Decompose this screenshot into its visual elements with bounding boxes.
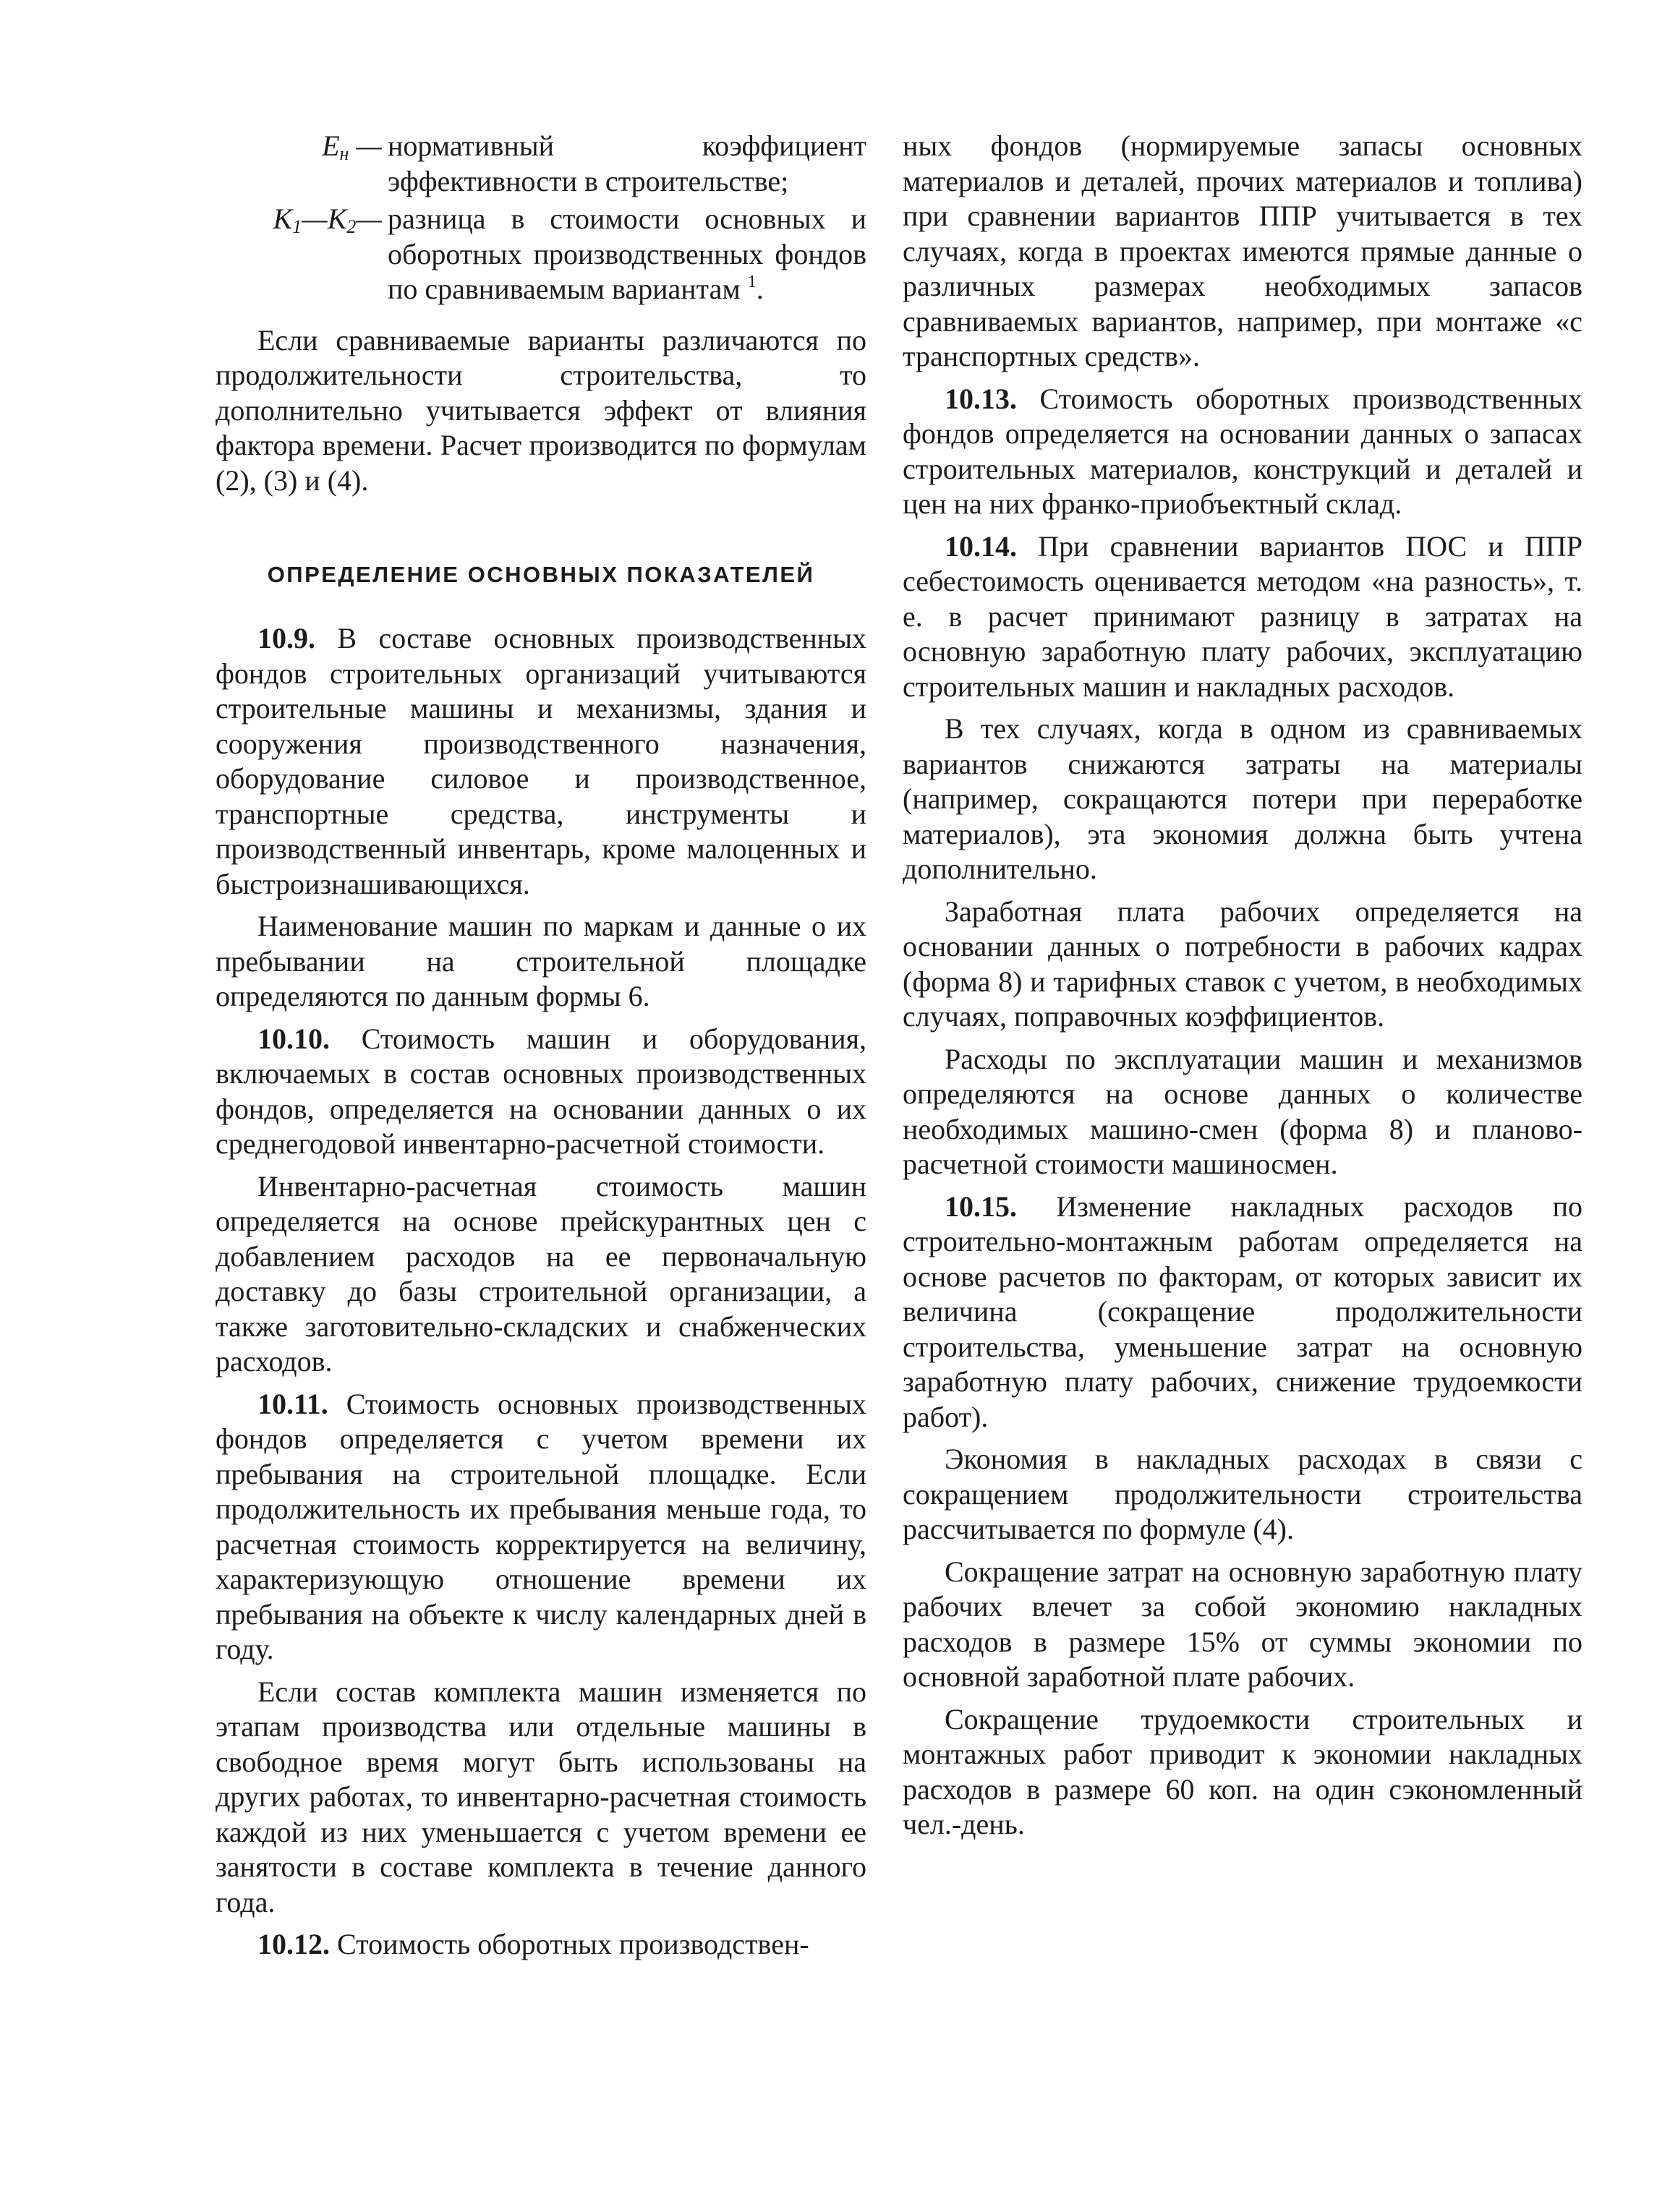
clause-number: 10.13. xyxy=(945,382,1017,415)
paragraph-wages: Заработная плата рабочих определяется на основании данных о потребности в рабочих кадрах (форма 8) и тарифных ставок с учетом, в необходимых случаях, поправочных коэффициентов. xyxy=(903,894,1582,1033)
paragraph-10-15: 10.15. Изменение накладных расходов по строительно-монтажным работам определяется на основе расчетов по факторам, от которых зависит их величина (сокращение продолжительности строительства, уменьшение затрат на основную заработную плату рабочих, снижение трудоемкости работ). xyxy=(903,1190,1582,1433)
intro-paragraph: Если сравниваемые варианты различаются по продолжительности строительства, то дополнительно учитывается эффект от влияния фактора времени. Расчет производится по формулам (2), (3) и (4). xyxy=(216,323,866,497)
paragraph-10-12-continued: ных фондов (нормируемые запасы основных материалов и деталей, прочих материалов и топлива) при сравнении вариантов ППР учитывается в тех случаях, когда в проектах имеются прямые данные о различных размерах необходимых запасов сравниваемых вариантов, например, при монтаже «с транспортных средств». xyxy=(903,129,1582,372)
symbol-k1-k2: $K_1—K_2—$ xyxy=(273,202,382,237)
definition-k1-k2 xyxy=(216,202,866,307)
paragraph-machine-names: Наименование машин по маркам и данные о их пребывании на строительной площадке определяются по данным формы 6. xyxy=(216,910,866,1012)
clause-number: 10.11. xyxy=(257,1387,328,1420)
clause-number: 10.14. xyxy=(945,529,1017,563)
paragraph-inventory-cost: Инвентарно-расчетная стоимость машин определяется на основе прейскурантных цен с добавлением расходов на ее первоначальную доставку до базы строительной организации, а также заготовительно-складских и снабженческих расходов. xyxy=(216,1169,866,1378)
paragraph-10-9: 10.9. В составе основных производственных фондов строительных организаций учитываются строительные машины и механизмы, здания и сооружения производственного назначения, оборудование силовое и производственное, транспортные средства, инструменты и производственный инвентарь, кроме малоценных и быстроизнашивающихся. xyxy=(216,622,867,900)
paragraph-10-14: 10.14. При сравнении вариантов ПОС и ППР себестоимость оценивается методом «на разность», т. е. в расчет принимают разницу в затратах на основную заработную плату рабочих, эксплуатацию строительных машин и накладных расходов. xyxy=(903,529,1583,703)
paragraph-10-12: 10.12. Стоимость оборотных производствен- xyxy=(257,1928,809,1960)
paragraph-10-10: 10.10. Стоимость машин и оборудования, включаемых в состав основных производственных фондов, определяется на основании данных о их среднегодовой инвентарно-расчетной стоимости. xyxy=(216,1022,867,1160)
definition-k1-k2-text: разница в стоимости основных и оборотных производственных фондов по сравниваемым вариантам $^1$. xyxy=(388,202,866,305)
paragraph-machine-costs: Расходы по эксплуатации машин и механизмов определяются на основе данных о количестве необходимых машино-смен (форма 8) и планово-расчетной стоимости машиносмен. xyxy=(903,1042,1582,1180)
definition-en xyxy=(216,129,866,199)
clause-number: 10.15. xyxy=(945,1190,1017,1223)
definition-en-text: нормативный коэффициент эффективности в строительстве; xyxy=(388,129,866,197)
paragraph-machine-set: Если состав комплекта машин изменяется по этапам производства или отдельные машины в свободное время могут быть использованы на других работах, то инвентарно-расчетная стоимость каждой из них уменьшается с учетом времени ее занятости в составе комплекта в течение данного года. xyxy=(216,1675,866,1918)
section-heading: ОПРЕДЕЛЕНИЕ ОСНОВНЫХ ПОКАЗАТЕЛЕЙ xyxy=(267,562,815,587)
symbol-en: $E_н$ — xyxy=(322,129,382,164)
clause-number: 10.10. xyxy=(257,1022,330,1055)
right-column xyxy=(903,129,1582,1850)
clause-number: 10.12. xyxy=(257,1928,330,1960)
clause-number: 10.9. xyxy=(257,622,315,654)
paragraph-10-11: 10.11. Стоимость основных производственных фондов определяется с учетом времени их пребывания на строительной площадке. Если продолжительность их пребывания меньше года, то расчетная стоимость корректируется на величину, характеризующую отношение времени их пребывания на объекте к числу календарных дней в году. xyxy=(216,1387,867,1665)
left-column xyxy=(216,129,866,1970)
footnote-marker: 1 xyxy=(747,273,757,291)
paragraph-10-13: 10.13. Стоимость оборотных производственных фондов определяется на основании данных о запасах строительных материалов, конструкций и деталей и цен на них франко-приобъектный склад. xyxy=(903,382,1582,520)
paragraph-wage-reduction: Сокращение затрат на основную заработную плату рабочих влечет за собой экономию накладных расходов в размере 15% от суммы экономии по основной заработной плате рабочих. xyxy=(903,1555,1582,1693)
paragraph-labor-reduction: Сокращение трудоемкости строительных и монтажных работ приводит к экономии накладных расходов в размере 60 коп. на один сэкономленный чел.-день. xyxy=(903,1702,1582,1840)
paragraph-materials-savings: В тех случаях, когда в одном из сравниваемых вариантов снижаются затраты на материалы (например, сокращаются потери при переработке материалов), эта экономия должна быть учтена дополнительно. xyxy=(903,712,1582,885)
paragraph-overhead-savings: Экономия в накладных расходах в связи с сокращением продолжительности строительства рассчитывается по формуле (4). xyxy=(903,1443,1582,1545)
